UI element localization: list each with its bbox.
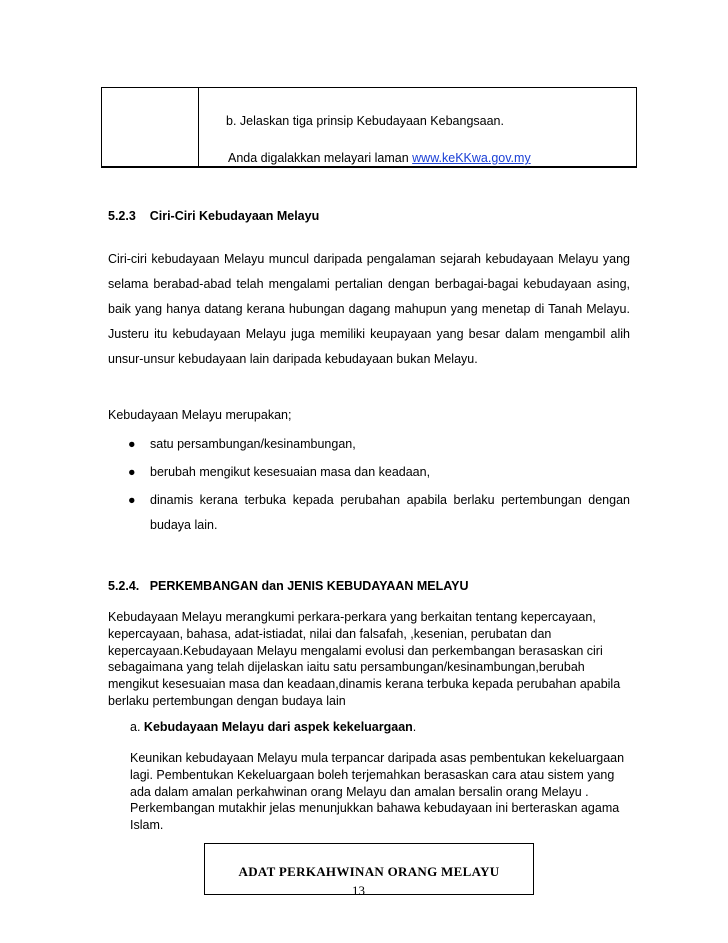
table-column-divider	[198, 88, 199, 166]
list-item: ● satu persambungan/kesinambungan,	[108, 432, 630, 457]
page-number: 13	[352, 883, 365, 898]
section-524-title: PERKEMBANGAN dan JENIS KEBUDAYAAN MELAYU	[149, 579, 469, 593]
subsection-a-label: a.	[130, 720, 141, 734]
section-524-paragraph: Kebudayaan Melayu merangkumi perkara-perkara yang berkaitan tentang kepercayaan, kepercayaan, bahasa, adat-istiadat, nilai dan falsafah, ,kesenian, perubatan dan kepercayaan.Kebudayaan Melayu mengalami evolusi dan perkembangan berasaskan ciri sebagaimana yang telah dijelaskan iaitu satu persambungan/kesinambungan,berubah mengikut kesesuaian masa dan keadaan,dinamis kerana terbuka kepada perubahan apabila berlaku pertembungan dengan budaya lain	[108, 610, 621, 708]
table-note-text: Anda digalakkan melayari laman	[228, 151, 413, 165]
caption-text: ADAT PERKAHWINAN ORANG MELAYU	[238, 864, 500, 879]
bullet-icon: ●	[128, 437, 136, 451]
table-double-rule	[101, 167, 637, 168]
characteristics-list	[108, 432, 630, 538]
list-item: ● berubah mengikut kesesuaian masa dan keadaan,	[108, 460, 630, 485]
section-524-number: 5.2.4.	[108, 579, 140, 593]
list-item: ● dinamis kerana terbuka kepada perubahan apabila berlaku pertembungan dengan budaya lain.	[108, 488, 630, 538]
section-523-title: Ciri-Ciri Kebudayaan Melayu	[149, 209, 320, 223]
kekkwa-link[interactable]: www.keKKwa.gov.my	[412, 151, 531, 165]
section-523-heading	[108, 209, 319, 223]
section-524-heading	[108, 579, 469, 593]
table-question: b. Jelaskan tiga prinsip Kebudayaan Kebangsaan.	[226, 114, 504, 128]
list-intro: Kebudayaan Melayu merupakan;	[108, 408, 292, 422]
caption-box	[204, 843, 534, 895]
table-note	[228, 151, 531, 165]
section-523-number: 5.2.3	[108, 209, 136, 223]
bullet-icon: ●	[128, 465, 136, 479]
section-523-paragraph: Ciri-ciri kebudayaan Melayu muncul daripada pengalaman sejarah kebudayaan Melayu yang selama berabad-abad telah mengalami pertalian dengan berbagai-bagai kebudayaan asing, baik yang hanya datang kerana hubungan dagang mahupun yang menetap di Tanah Melayu. Justeru itu kebudayaan Melayu juga memiliki keupayaan yang besar dalam mengambil alih unsur-unsur kebudayaan lain daripada kebudayaan bukan Melayu.	[108, 252, 630, 366]
bullet-icon: ●	[128, 493, 136, 507]
subsection-a-title: Kebudayaan Melayu dari aspek kekeluargaan	[143, 720, 413, 734]
subsection-a-heading: a. Kebudayaan Melayu dari aspek kekeluargaan.	[130, 720, 417, 734]
subsection-a-paragraph: Keunikan kebudayaan Melayu mula terpancar daripada asas pembentukan kekeluargaan lagi. Pembentukan Kekeluargaan boleh terjemahkan berasaskan cara atau sistem yang ada dalam amalan perkahwinan orang Melayu dan amalan bersalin orang Melayu . Perkembangan mutakhir jelas menunjukkan bahawa kebudayaan ini berteraskan agama Islam.	[130, 751, 625, 833]
